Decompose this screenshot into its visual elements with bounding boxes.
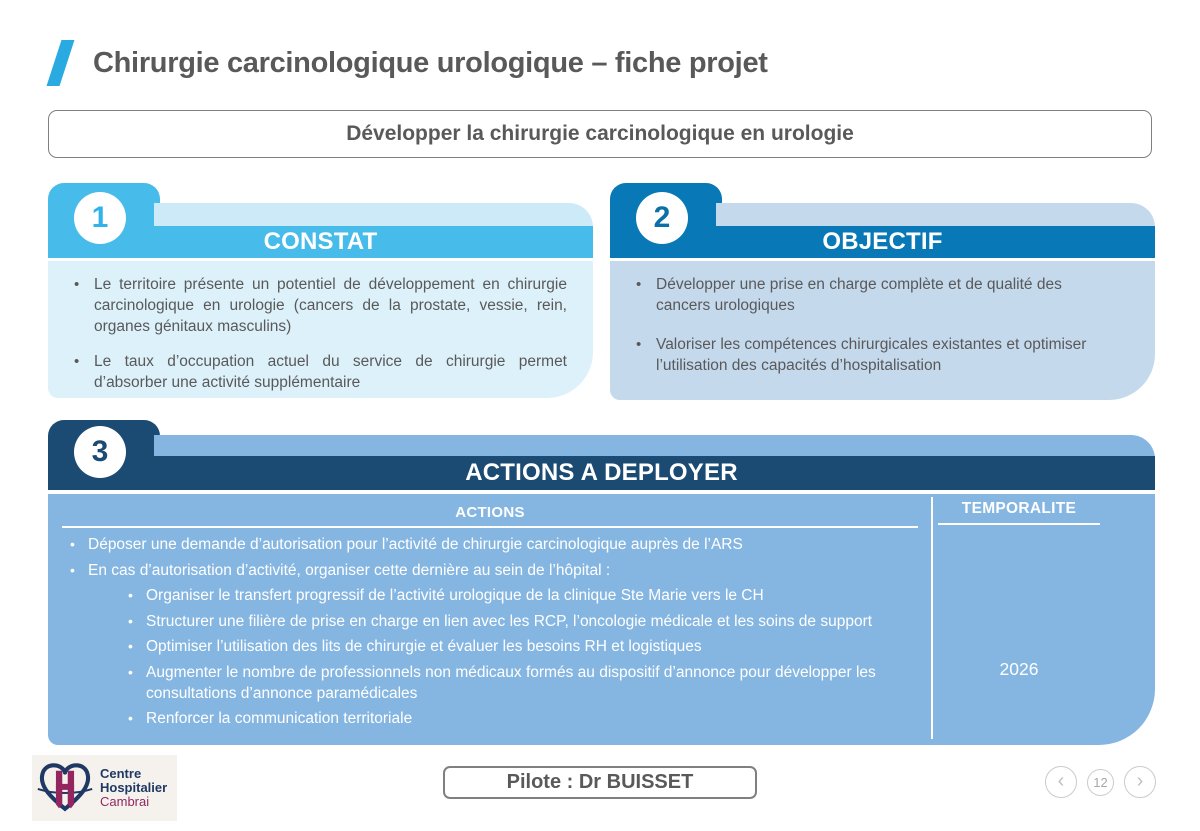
heart-h-logo-icon (36, 759, 94, 817)
action-text: En cas d’autorisation d’activité, organiser cette dernière au sein de l’hôpital : (88, 561, 611, 579)
card-actions-header (48, 420, 1155, 490)
list-item-text: Le territoire présente un potentiel de développement en chirurgie carcinologique en urologie (cancers de la prostate, vessie, rein, organes génitaux masculins) (94, 276, 567, 335)
bullet-icon (120, 611, 146, 632)
action-text: Renforcer la communication territoriale (146, 710, 413, 727)
card-constat-title: CONSTAT (263, 228, 378, 255)
card-objectif-number-badge: 2 (636, 192, 688, 244)
prev-page-button[interactable]: ‹ (1045, 766, 1077, 798)
subtitle-text: Développer la chirurgie carcinologique en urologie (346, 122, 854, 145)
table-column-divider (931, 497, 933, 739)
card-constat (48, 183, 593, 398)
card-objectif-title: OBJECTIF (822, 228, 943, 255)
column-header-temporalite: TEMPORALITE (938, 500, 1100, 525)
card-actions-title: ACTIONS A DEPLOYER (465, 459, 738, 486)
card-actions (48, 420, 1155, 745)
logo-line3: Cambrai (100, 794, 150, 809)
card-constat-titlebar (48, 226, 593, 258)
list-item (630, 334, 1129, 376)
bullet-icon (630, 274, 656, 316)
logo-line1: Centre (100, 766, 142, 781)
list-item (68, 274, 567, 337)
card-constat-number-badge: 1 (74, 192, 126, 244)
header (48, 40, 768, 86)
card-objectif-titlebar (610, 226, 1155, 258)
action-text: Augmenter le nombre de professionnels non médicaux formés au dispositif d’annonce pour développer les consultations d’annonce paramédicales (146, 663, 876, 702)
card-constat-band (154, 203, 593, 227)
list-item (68, 351, 567, 393)
bullet-icon (630, 334, 656, 376)
action-row (62, 534, 920, 555)
list-item-text: Valoriser les compétences chirurgicales existantes et optimiser l’utilisation des capacités d’hospitalisation (656, 336, 1087, 374)
card-actions-number-badge: 3 (74, 426, 126, 478)
pilote-label: Pilote : Dr BUISSET (506, 771, 694, 793)
bullet-icon (120, 636, 146, 657)
bullet-icon (68, 351, 94, 393)
action-text: Structurer une filière de prise en charge en lien avec les RCP, l’oncologie médicale et les soins de support (146, 612, 873, 630)
pilote-box (443, 766, 757, 799)
card-constat-body (48, 261, 593, 398)
next-page-button[interactable]: › (1124, 766, 1156, 798)
card-objectif-band (716, 203, 1155, 227)
list-item-text: Le taux d’occupation actuel du service de chirurgie permet d’absorber une activité supplémentaire (94, 353, 567, 391)
action-row (62, 611, 920, 632)
bullet-icon (68, 274, 94, 337)
action-row (62, 636, 920, 657)
logo-text (100, 767, 167, 809)
action-row (62, 708, 920, 729)
card-objectif-body (610, 261, 1155, 400)
card-constat-header (48, 183, 593, 258)
pagination (1045, 766, 1156, 798)
page-number-badge: 12 (1087, 769, 1114, 796)
list-item-text: Développer une prise en charge complète et de qualité des cancers urologiques (656, 276, 1062, 314)
logo-line2: Hospitalier (100, 780, 168, 795)
bullet-icon (120, 585, 146, 606)
action-text: Organiser le transfert progressif de l’activité urologique de la clinique Ste Marie vers le CH (146, 587, 764, 604)
bullet-icon (62, 560, 88, 581)
actions-rows (62, 534, 920, 734)
card-actions-body (48, 494, 1155, 745)
card-objectif-header (610, 183, 1155, 258)
column-header-actions: ACTIONS (62, 504, 918, 528)
hospital-logo (32, 755, 177, 821)
bullet-icon (120, 708, 146, 729)
action-row (62, 585, 920, 606)
list-item (630, 274, 1129, 316)
action-text: Optimiser l’utilisation des lits de chirurgie et évaluer les besoins RH et logistiques (146, 638, 702, 655)
action-text: Déposer une demande d’autorisation pour l’activité de chirurgie carcinologique auprès de l’ARS (88, 536, 743, 553)
card-actions-titlebar (48, 456, 1155, 490)
subtitle-box (48, 110, 1152, 158)
bullet-icon (62, 534, 88, 555)
bullet-icon (120, 662, 146, 704)
page-title: Chirurgie carcinologique urologique – fiche projet (93, 46, 768, 79)
slash-accent-icon (47, 40, 75, 86)
card-objectif (610, 183, 1155, 400)
temporalite-value: 2026 (999, 659, 1039, 679)
action-row (62, 662, 920, 704)
action-row (62, 560, 920, 581)
